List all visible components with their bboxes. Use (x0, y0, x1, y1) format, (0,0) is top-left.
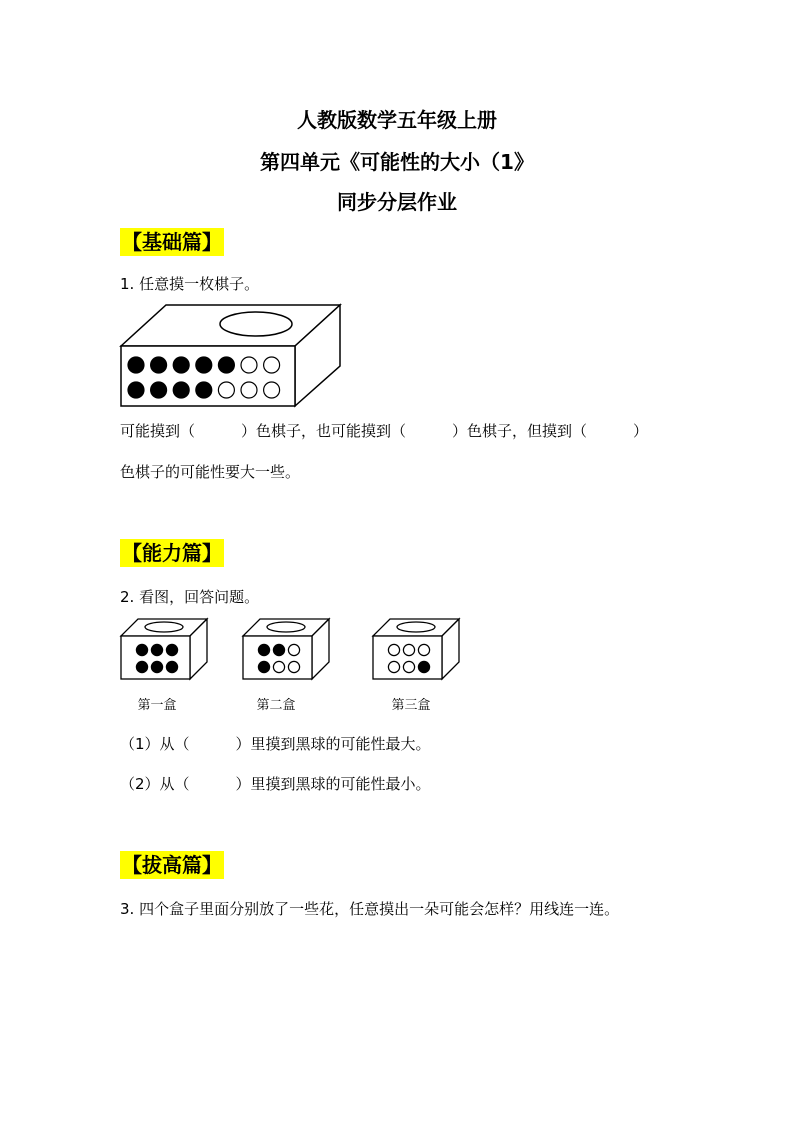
black-ball (151, 644, 162, 655)
black-ball (258, 644, 269, 655)
black-chess-piece (173, 357, 189, 373)
box-1 (120, 618, 210, 682)
white-chess-piece (241, 357, 257, 373)
black-ball (258, 661, 269, 672)
q2-sub1-b: ）里摸到黑球的可能性最大。 (235, 735, 431, 753)
white-ball (388, 644, 399, 655)
white-chess-piece (241, 382, 257, 398)
question-1-line-1 (120, 421, 648, 441)
question-1-line-2: 色棋子的可能性要大一些。 (120, 463, 301, 481)
black-ball (418, 661, 429, 672)
black-ball (151, 661, 162, 672)
black-ball (166, 644, 177, 655)
white-chess-piece (264, 357, 280, 373)
q2-sub2-a: （2）从（ (120, 775, 190, 793)
question-2-sub-1 (120, 734, 431, 754)
white-ball (418, 644, 429, 655)
question-2-prompt: 2. 看图，回答问题。 (120, 588, 260, 606)
black-chess-piece (196, 357, 212, 373)
q1-text-d: ） (633, 422, 649, 440)
white-ball (288, 661, 299, 672)
black-ball (136, 644, 147, 655)
white-chess-piece (264, 382, 280, 398)
white-ball (288, 644, 299, 655)
question-2-sub-2 (120, 774, 431, 794)
black-chess-piece (196, 382, 212, 398)
black-chess-piece (128, 357, 144, 373)
white-ball (273, 661, 284, 672)
question-1-box (120, 304, 344, 408)
black-chess-piece (173, 382, 189, 398)
black-ball (273, 644, 284, 655)
white-ball (403, 644, 414, 655)
q2-sub2-b: ）里摸到黑球的可能性最小。 (235, 775, 431, 793)
black-chess-piece (128, 382, 144, 398)
box-3 (372, 618, 462, 682)
section-advanced: 【拔高篇】 (122, 853, 222, 877)
q1-text-a: 可能摸到（ (120, 422, 196, 440)
box-1-label: 第一盒 (137, 698, 177, 713)
section-basic: 【基础篇】 (122, 230, 222, 254)
worksheet-subtitle: 同步分层作业 (337, 190, 457, 214)
q2-sub1-a: （1）从（ (120, 735, 190, 753)
black-ball (136, 661, 147, 672)
box-3-label: 第三盒 (391, 698, 431, 713)
black-chess-piece (151, 382, 167, 398)
q1-text-b: ）色棋子，也可能摸到（ (241, 422, 407, 440)
box-2-label: 第二盒 (256, 698, 296, 713)
question-3-prompt: 3. 四个盒子里面分别放了一些花，任意摸出一朵可能会怎样？用线连一连。 (120, 900, 620, 918)
q1-text-c: ）色棋子，但摸到（ (452, 422, 588, 440)
black-chess-piece (218, 357, 234, 373)
white-chess-piece (218, 382, 234, 398)
black-chess-piece (151, 357, 167, 373)
section-ability: 【能力篇】 (122, 541, 222, 565)
white-ball (388, 661, 399, 672)
question-1-prompt: 1. 任意摸一枚棋子。 (120, 275, 260, 293)
box-2 (242, 618, 332, 682)
worksheet-title: 人教版数学五年级上册 (297, 108, 497, 132)
black-ball (166, 661, 177, 672)
unit-title: 第四单元《可能性的大小（1》 (260, 150, 534, 174)
white-ball (403, 661, 414, 672)
